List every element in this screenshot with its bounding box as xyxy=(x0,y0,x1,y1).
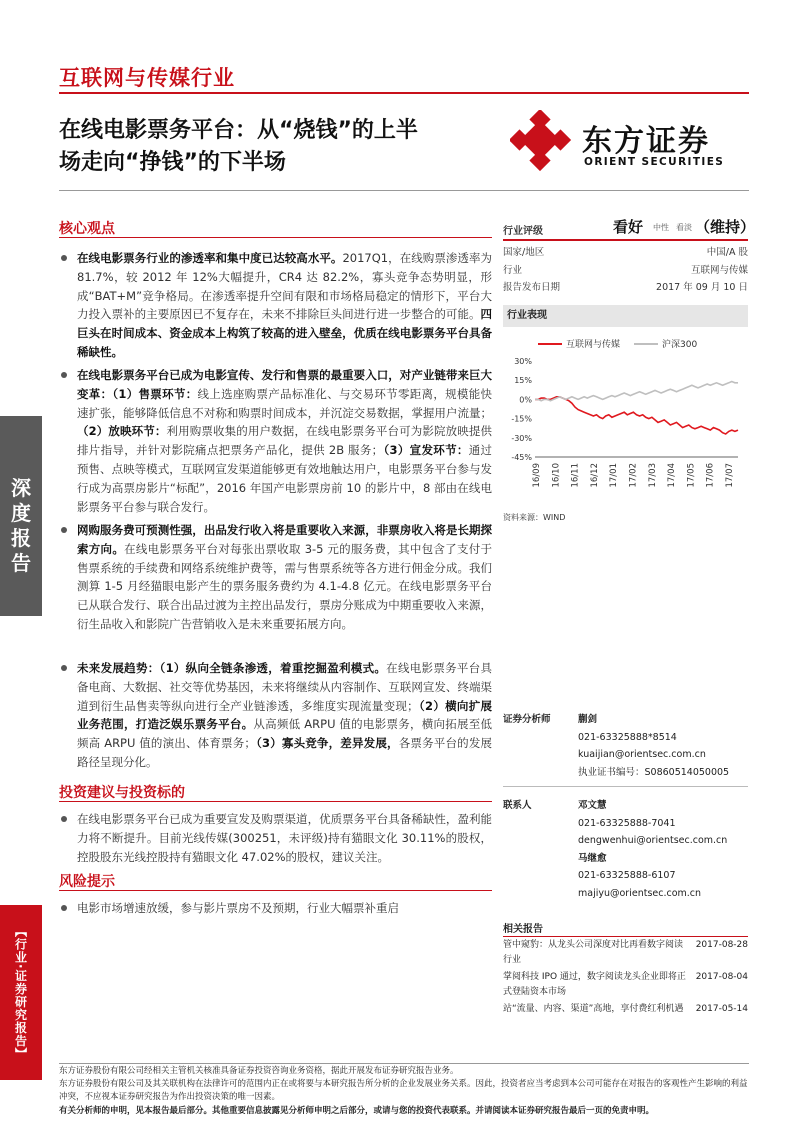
info-industry: 行业 互联网与传媒 xyxy=(503,265,748,276)
risk-bullet: 电影市场增速放缓，参与影片票房不及预期，行业大幅票补重启 xyxy=(61,899,492,918)
core-bullet-1: 在线电影票务行业的渗透率和集中度已达较高水平。2017Q1，在线购票渗透率为 81.7%，较 2012 年 12%大幅提升，CR4 达 82.2%，寡头竞争态势明显，形成“BAT+M”竞争格局。在渗透率提升空间有限和市场格局稳定的情形下，平台大力投入票补的主要原因已不复存在，未来不排除巨头间进行进一步整合的可能。四巨头在时间成本、资金成本上构筑了较高的进入壁垒，优质在线电影票务平台具备稀缺性。 xyxy=(61,249,492,362)
x-tick-label: 16/12 xyxy=(589,463,600,488)
header-rule xyxy=(59,92,749,94)
logo-cn: 东方证券 xyxy=(582,124,710,159)
related-rule xyxy=(503,936,748,937)
analyst-block: 证券分析师 蒯剑 021-63325888*8514 kuaijian@orientsec.com.cn 执业证书编号：S0860514050005 xyxy=(503,711,748,781)
rating-row: 行业评级 看好 中性 看淡 （维持） xyxy=(503,218,756,237)
risk-heading-rule xyxy=(59,890,492,891)
info-date: 报告发布日期 2017 年 09 月 10 日 xyxy=(503,282,748,293)
report-category-banner: 【行业·证券研究报告】 xyxy=(0,905,42,1080)
x-tick-label: 16/10 xyxy=(551,463,562,488)
footer-line-1: 东方证券股份有限公司经相关主管机关核准具备证券投资咨询业务资格，据此开展发布证券研究报告业务。 xyxy=(59,1066,459,1076)
y-tick-label: -30% xyxy=(511,433,532,443)
footer-line-3: 有关分析师的申明，见本报告最后部分。其他重要信息披露见分析师申明之后部分，或请与您的投资代表联系。并请阅读本证券研究报告最后一页的免责申明。 xyxy=(59,1106,655,1116)
analyst-license: 执业证书编号：S0860514050005 xyxy=(578,766,730,778)
report-type-banner xyxy=(0,416,42,616)
x-tick-label: 17/02 xyxy=(628,463,639,488)
legend-label: 沪深300 xyxy=(662,340,698,350)
x-tick-label: 17/04 xyxy=(667,463,678,488)
invest-bullet: 在线电影票务平台已成为重要宣发及购票渠道，优质票务平台具备稀缺性，盈利能力将不断提升。目前光线传媒(300251，未评级)持有猫眼文化 30.11%的股权，控股股东光线控股持有猫眼文化 47.02%的股权，建议关注。 xyxy=(61,810,492,866)
related-heading: 相关报告 xyxy=(503,924,543,935)
contact-phone-2: 021-63325888-6107 xyxy=(578,870,676,881)
y-tick-label: -45% xyxy=(511,453,532,462)
series-line xyxy=(535,397,738,434)
contact-phone-1: 021-63325888-7041 xyxy=(578,817,676,829)
x-tick-label: 16/09 xyxy=(532,463,542,488)
company-logo xyxy=(510,110,750,172)
report-type-text: 深 度 报 告 xyxy=(11,476,31,575)
series-line xyxy=(535,382,738,401)
performance-chart xyxy=(503,335,748,510)
core-bullet-2: 在线电影票务平台已成为电影宣传、发行和售票的最重要入口，对产业链带来巨大变革：（1）售票环节：线上选座购票产品标准化、与交易环节零距离，规模能快速扩张，能够降低信息不对称和购票时间成本，并沉淀交易数据，掌握用户流量；（2）放映环节：利用购票收集的用户数据，在线电影票务平台可为影院放映提供排片指导，并针对影院痛点把票务产品化，提供 2B 服务；（3）宣发环节：通过预售、点映等模式，互联网宣发渠道能够更有效地触达用户，电影票务平台参与发行成为高票房影片“标配”，2016 年国产电影票房前 10 的影片中，8 部由在线电影票务平台参与联合发行。 xyxy=(61,366,492,516)
chart-source: 资料来源：WIND xyxy=(503,513,566,522)
analyst-phone: 021-63325888*8514 xyxy=(578,731,677,743)
x-tick-label: 17/03 xyxy=(647,463,658,488)
risk-heading: 风险提示 xyxy=(59,874,115,890)
core-heading-rule xyxy=(59,237,492,238)
info-country: 国家/地区 中国/A 股 xyxy=(503,247,748,258)
footer-rule xyxy=(59,1063,749,1064)
invest-heading: 投资建议与投资标的 xyxy=(59,785,185,801)
core-heading: 核心观点 xyxy=(59,221,115,237)
x-tick-label: 17/01 xyxy=(609,463,620,488)
legend-label: 互联网与传媒 xyxy=(566,340,621,350)
core-bullet-4: 未来发展趋势：（1）纵向全链条渗透，着重挖掘盈利模式。在线电影票务平台具备电商、大数据、社交等优势基因，未来将继续从内容制作、互联网宣发、终端渠道到衍生品售卖等纵向进行全产业链渗透，多维度实现流量变现；（2）横向扩展业务范围，打造泛娱乐票务平台。从高频低 ARPU 值的电影票务，横向拓展至低频高 ARPU 值的演出、体育票务；（3）寡头竞争，差异发展，各票务平台的发展路径呈现分化。 xyxy=(61,659,492,772)
rating-rule xyxy=(503,239,748,241)
related-item[interactable]: 站“流量、内容、渠道”高地，享付费红利机遇 2017-05-14 xyxy=(503,1004,748,1014)
rating-value: 看好 xyxy=(613,218,644,236)
y-tick-label: 15% xyxy=(514,376,532,386)
x-tick-label: 17/06 xyxy=(705,463,716,488)
y-tick-label: 0% xyxy=(519,395,532,405)
performance-heading: 行业表现 xyxy=(503,305,748,327)
contact-name-1: 邓文慧 xyxy=(578,800,607,811)
related-item[interactable]: 掌阅科技 IPO 通过，数字阅读龙头企业即将正式登陆资本市场 2017-08-04 xyxy=(503,972,748,997)
x-tick-label: 17/05 xyxy=(686,463,697,488)
y-tick-label: 30% xyxy=(514,357,532,366)
performance-chart-svg xyxy=(503,335,748,510)
y-tick-label: -15% xyxy=(511,414,532,424)
footer-line-2: 东方证券股份有限公司及其关联机构在法律许可的范围内正在或将要与本研究报告所分析的企业发展业务关系。因此，投资者应当考虑到本公司可能存在对报告的客观性产生影响的利益冲突，不应视本证券研究报告为作出投资决策的唯一因素。 xyxy=(59,1079,748,1102)
analyst-name: 蒯剑 xyxy=(578,714,598,725)
industry-title: 互联网与传媒行业 xyxy=(59,66,235,90)
related-item[interactable]: 管中窥豹：从龙头公司深度对比再看数字阅读行业 2017-08-28 xyxy=(503,940,748,965)
logo-en: ORIENT SECURITIES xyxy=(584,156,725,168)
analyst-email[interactable]: kuaijian@orientsec.com.cn xyxy=(578,749,706,760)
invest-heading-rule xyxy=(59,801,492,802)
x-tick-label: 17/07 xyxy=(725,463,735,488)
report-title: 在线电影票务平台：从“烧钱”的上半 场走向“挣钱”的下半场 xyxy=(59,118,418,175)
analyst-rule xyxy=(503,786,748,787)
contact-block: 联系人 邓文慧 021-63325888-7041 dengwenhui@orientsec.com.cn 马继愈 021-63325888-6107 majiyu@orientsec.com.cn xyxy=(503,797,748,902)
contact-email-2[interactable]: majiyu@orientsec.com.cn xyxy=(578,887,702,899)
contact-name-2: 马继愈 xyxy=(578,852,607,864)
core-bullet-3: 网购服务费可预测性强，出品发行收入将是重要收入来源，非票房收入将是长期探索方向。在线电影票务平台对每张出票收取 3-5 元的服务费，其中包含了支付于售票系统的手续费和网络系统维护费等，需与售票系统等各方进行佣金分成。我们测算 1-5 月经猫眼电影产生的票务服务费约为 4.1-4.8 亿元。在线电影票务平台已从联合发行、联合出品过渡为主控出品发行，票房分账成为中期重要收入来源，衍生品收入和影院广告营销收入是未来重要拓展方向。 xyxy=(61,521,492,634)
contact-email-1[interactable]: dengwenhui@orientsec.com.cn xyxy=(578,835,728,846)
title-rule xyxy=(59,190,749,191)
x-tick-label: 16/11 xyxy=(570,463,581,488)
